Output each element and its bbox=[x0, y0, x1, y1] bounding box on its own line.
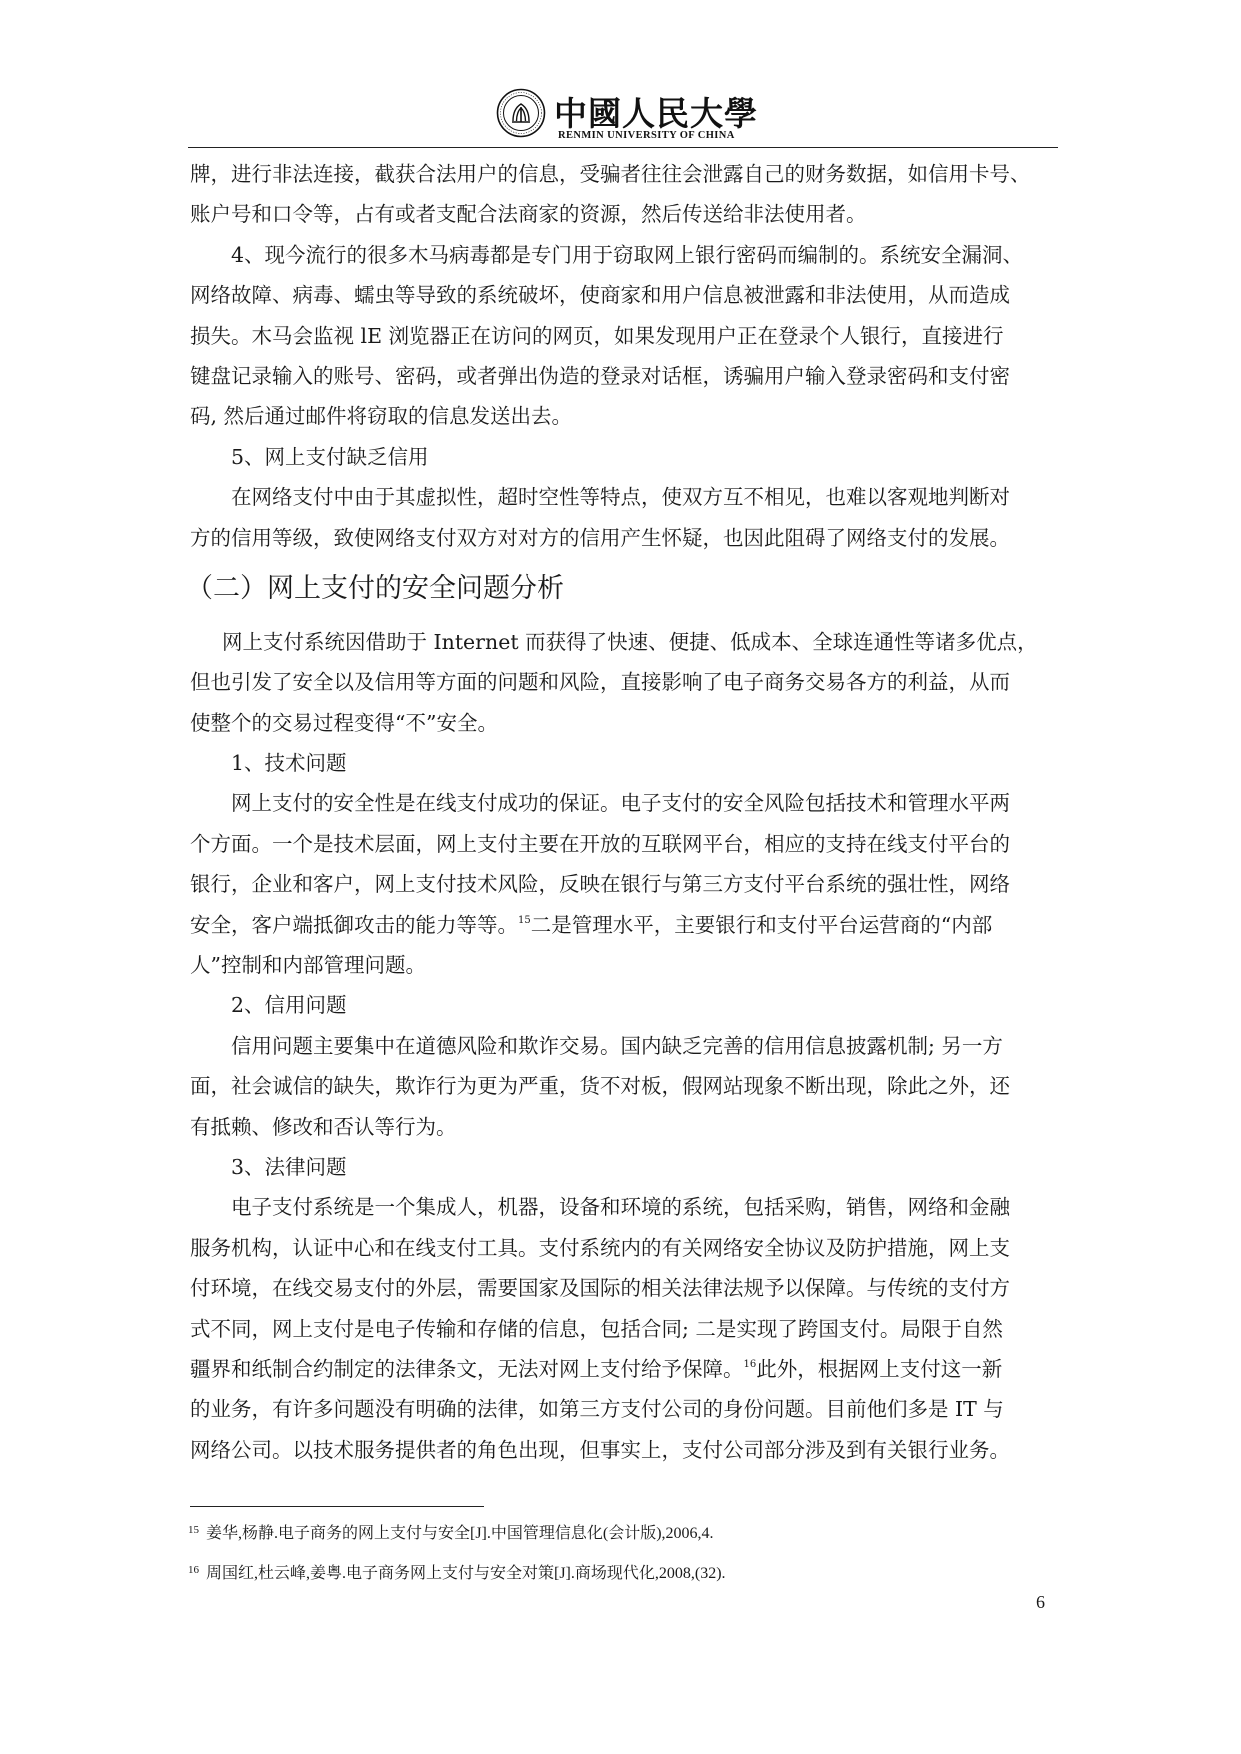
text-segment: 疆界和纸制合约制定的法律条文，无法对网上支付给予保障。 bbox=[190, 1356, 744, 1381]
text-line: 码, 然后通过邮件将窃取的信息发送出去。 bbox=[190, 404, 573, 429]
footnote-divider bbox=[190, 1506, 484, 1507]
footnote-ref-15[interactable]: 15 bbox=[518, 914, 531, 926]
text-line: 4、现今流行的很多木马病毒都是专门用于窃取网上银行密码而编制的。系统安全漏洞、 bbox=[231, 242, 1024, 267]
footnote bbox=[188, 1558, 1058, 1582]
text-line bbox=[190, 905, 1068, 945]
page-header bbox=[0, 0, 1241, 150]
footnote-number: 15 bbox=[188, 1524, 199, 1536]
text-line: 损失。木马会监视 lE 浏览器正在访问的网页，如果发现用户正在登录个人银行，直接进行 bbox=[190, 323, 1004, 348]
text-line: 的业务，有许多问题没有明确的法律，如第三方支付公司的身份问题。目前他们多是 IT 与 bbox=[190, 1397, 1004, 1422]
text-line: 付环境，在线交易支付的外层，需要国家及国际的相关法律法规予以保障。与传统的支付方 bbox=[190, 1276, 1010, 1301]
text-line: 人”控制和内部管理问题。 bbox=[190, 953, 426, 978]
subheading: 3、法律问题 bbox=[231, 1154, 347, 1179]
text-line: 有抵赖、修改和否认等行为。 bbox=[190, 1114, 457, 1139]
text-line: 在网络支付中由于其虚拟性，超时空性等特点，使双方互不相见，也难以客观地判断对 bbox=[231, 485, 1010, 510]
text-line: 网络公司。以技术服务提供者的角色出现，但事实上，支付公司部分涉及到有关银行业务。 bbox=[190, 1437, 1010, 1462]
text-line: 式不同，网上支付是电子传输和存储的信息，包括合同; 二是实现了跨国支付。局限于自然 bbox=[190, 1316, 1003, 1341]
footnotes bbox=[188, 1518, 1058, 1582]
text-line: 银行，企业和客户，网上支付技术风险，反映在银行与第三方支付平台系统的强壮性，网络 bbox=[190, 872, 1010, 897]
footnote bbox=[188, 1518, 1058, 1542]
text-line: 键盘记录输入的账号、密码，或者弹出伪造的登录对话框，诱骗用户输入登录密码和支付密 bbox=[190, 363, 1010, 388]
university-name-en: RENMIN UNIVERSITY OF CHINA bbox=[558, 130, 735, 141]
university-seal-icon bbox=[496, 88, 546, 138]
text-line: 面，社会诚信的缺失，欺诈行为更为严重，货不对板，假网站现象不断出现，除此之外，还 bbox=[190, 1074, 1010, 1099]
main-text bbox=[186, 154, 1068, 1470]
section-heading: （二）网上支付的安全问题分析 bbox=[186, 572, 564, 604]
subheading: 1、技术问题 bbox=[231, 751, 347, 776]
subheading: 5、网上支付缺乏信用 bbox=[231, 444, 429, 469]
text-line: 使整个的交易过程变得“不”安全。 bbox=[190, 710, 498, 735]
text-line: 服务机构，认证中心和在线支付工具。支付系统内的有关网络安全协议及防护措施，网上支 bbox=[190, 1235, 1010, 1260]
text-line: 电子支付系统是一个集成人，机器，设备和环境的系统，包括采购，销售，网络和金融 bbox=[231, 1195, 1010, 1220]
text-line: 但也引发了安全以及信用等方面的问题和风险，直接影响了电子商务交易各方的利益，从而 bbox=[190, 670, 1010, 695]
footnote-ref-16[interactable]: 16 bbox=[743, 1358, 757, 1370]
university-name-cn: 中國人民大學 bbox=[554, 94, 758, 133]
text-line: 信用问题主要集中在道德风险和欺诈交易。国内缺乏完善的信用信息披露机制; 另一方 bbox=[231, 1033, 1003, 1058]
text-segment: 安全，客户端抵御攻击的能力等等。 bbox=[190, 912, 518, 937]
subheading: 2、信用问题 bbox=[231, 993, 347, 1018]
text-line: 账户号和口令等，占有或者支配合法商家的资源，然后传送给非法使用者。 bbox=[190, 202, 867, 227]
text-line bbox=[190, 1349, 1068, 1389]
text-line: 网上支付系统因借助于 Internet 而获得了快速、便捷、低成本、全球连通性等诸多优点， bbox=[222, 629, 1038, 654]
text-segment: 此外，根据网上支付这一新 bbox=[756, 1356, 1003, 1381]
text-segment: 二是管理水平，主要银行和支付平台运营商的“内部 bbox=[530, 912, 993, 937]
text-line: 个方面。一个是技术层面，网上支付主要在开放的互联网平台，相应的支持在线支付平台的 bbox=[190, 831, 1010, 856]
text-line: 网络故障、病毒、蠕虫等导致的系统破坏，使商家和用户信息被泄露和非法使用，从而造成 bbox=[190, 283, 1010, 308]
text-line: 网上支付的安全性是在线支付成功的保证。电子支付的安全风险包括技术和管理水平两 bbox=[231, 791, 1010, 816]
footnote-number: 16 bbox=[188, 1564, 199, 1576]
footnote-text: 周国红,杜云峰,姜粤.电子商务网上支付与安全对策[J].商场现代化,2008,(32). bbox=[206, 1565, 726, 1582]
footnote-text: 姜华,杨静.电子商务的网上支付与安全[J].中国管理信息化(会计版),2006,4. bbox=[206, 1525, 714, 1542]
text-line: 方的信用等级，致使网络支付双方对对方的信用产生怀疑，也因此阻碍了网络支付的发展。 bbox=[190, 525, 1010, 550]
page-number: 6 bbox=[1036, 1592, 1045, 1612]
text-line: 牌，进行非法连接，截获合法用户的信息，受骗者往往会泄露自己的财务数据，如信用卡号、 bbox=[190, 162, 1031, 186]
university-logo bbox=[496, 86, 756, 146]
header-divider bbox=[188, 147, 1058, 148]
